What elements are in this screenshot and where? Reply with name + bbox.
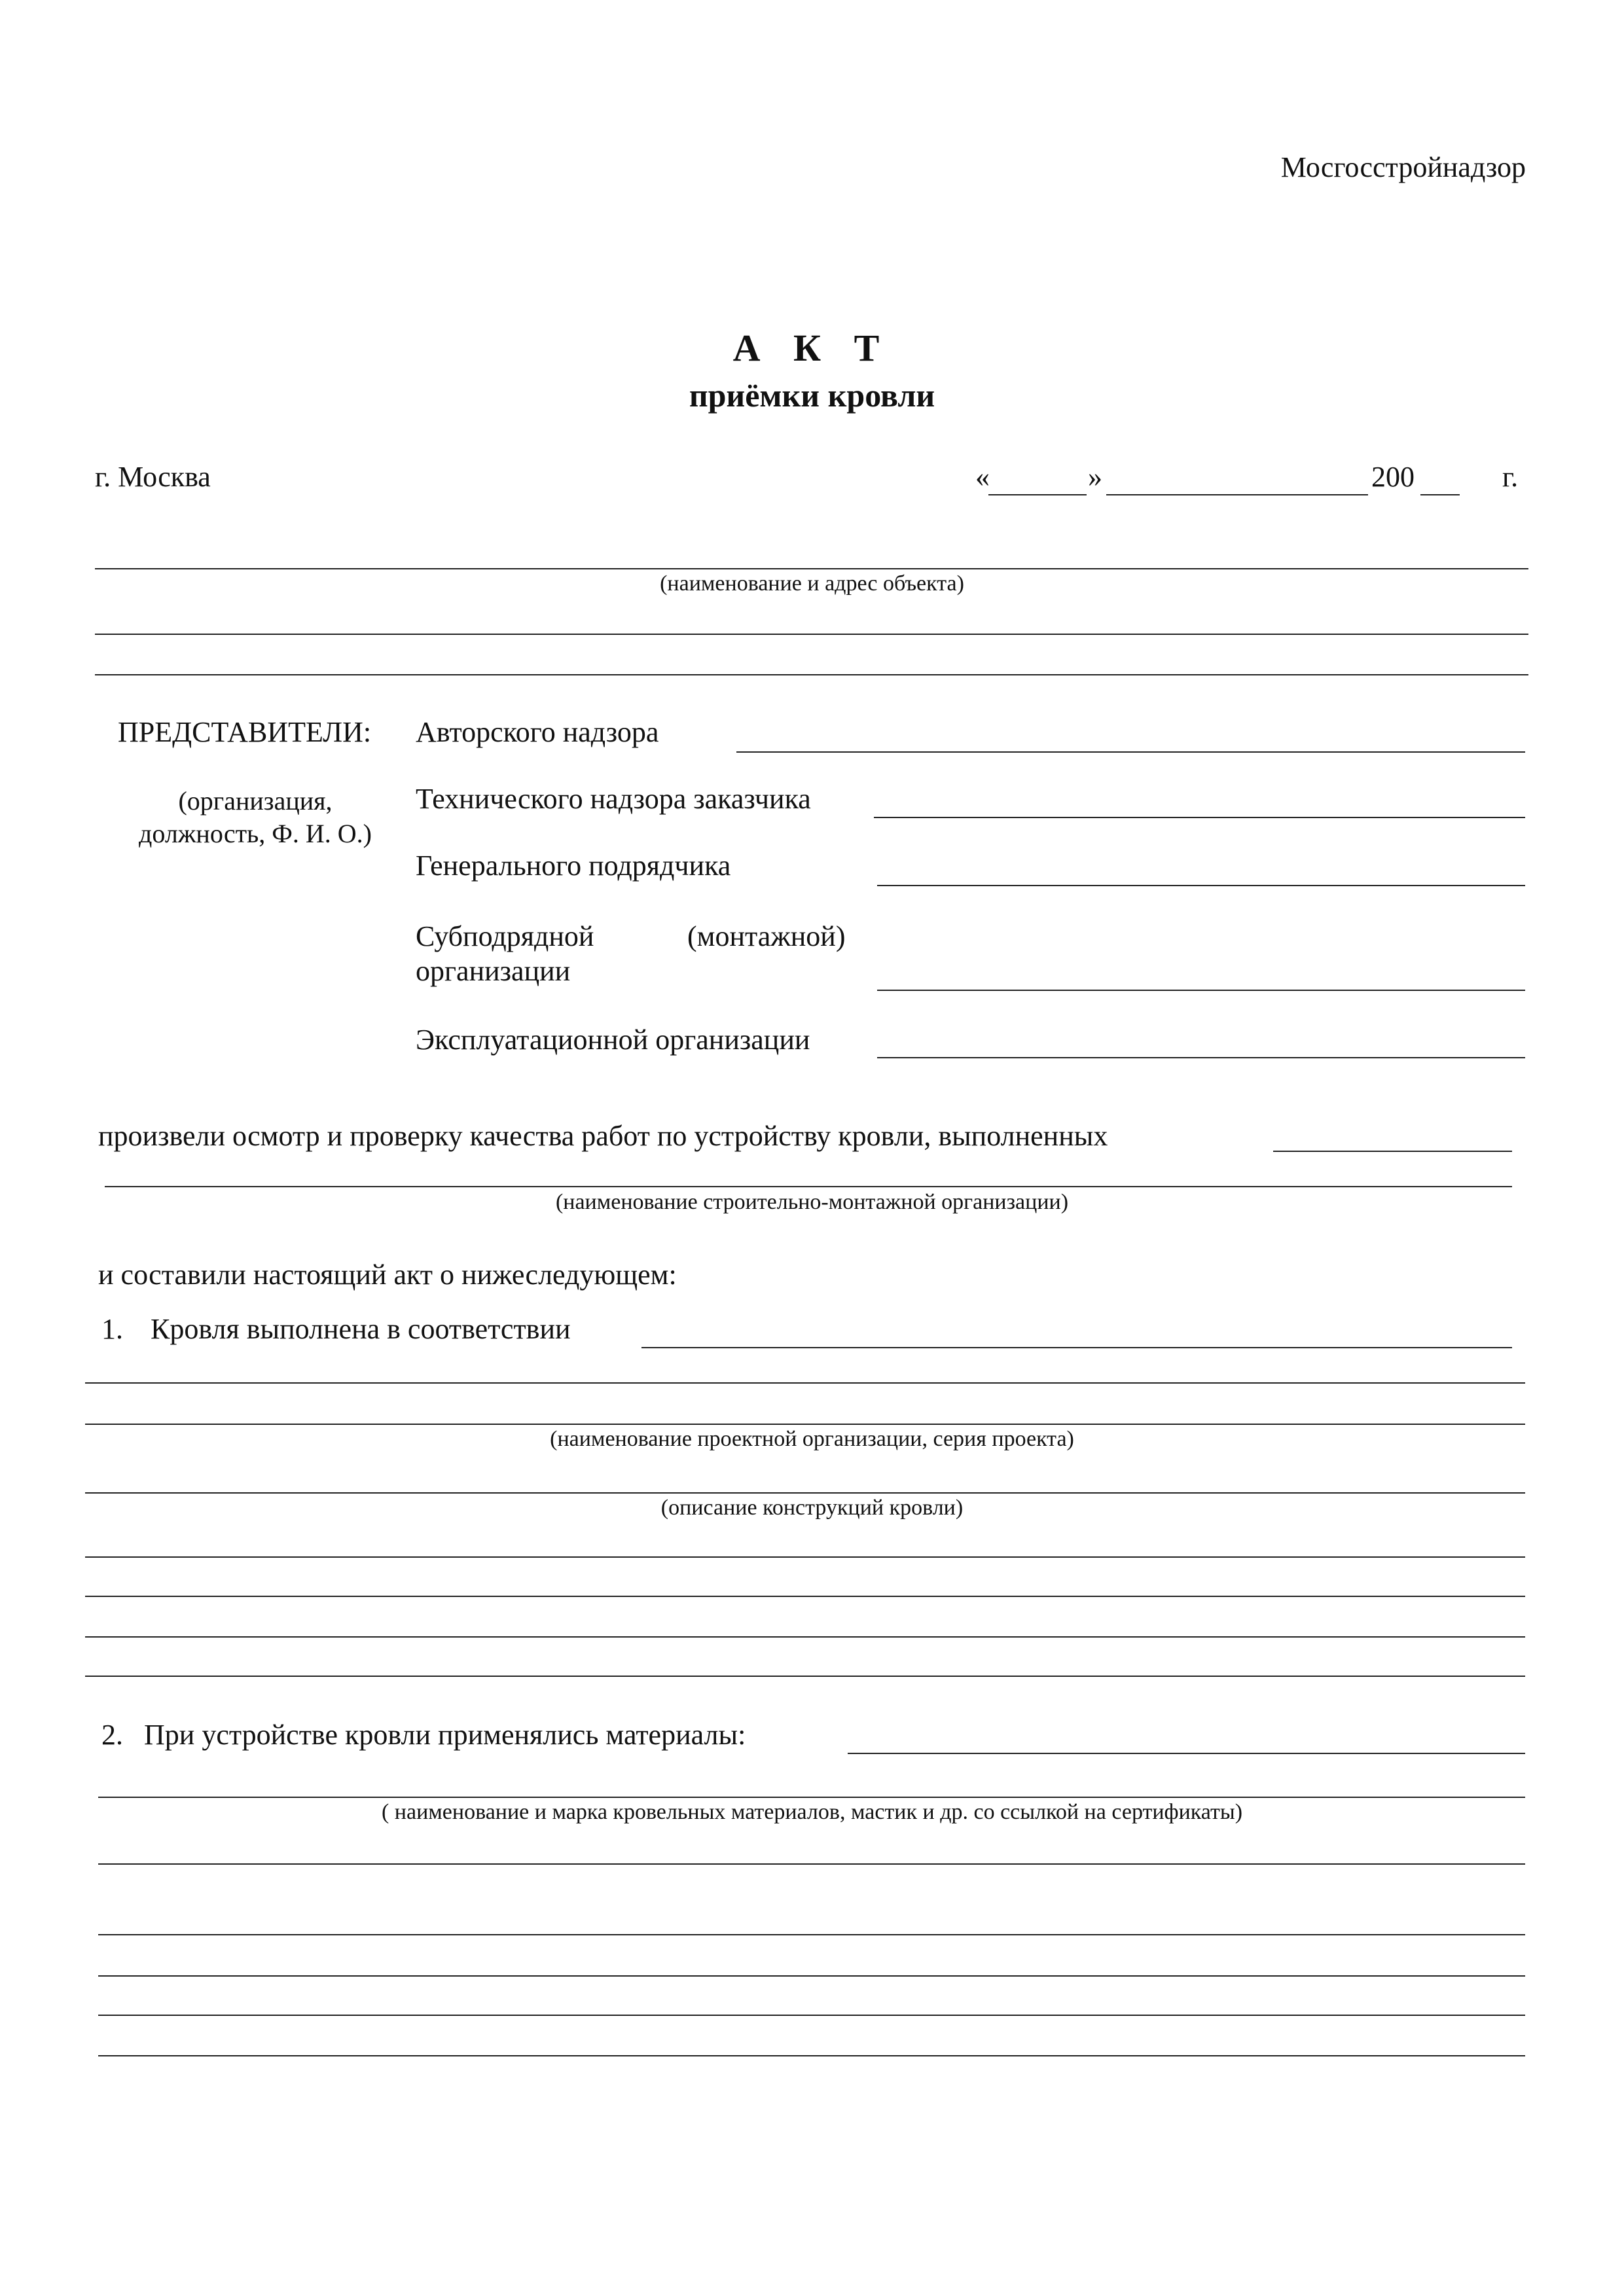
day-field-line[interactable] xyxy=(988,494,1087,495)
object-line-1[interactable] xyxy=(95,568,1528,569)
rep-technical-supervision-line[interactable] xyxy=(874,817,1525,818)
month-field-line[interactable] xyxy=(1106,494,1368,495)
item2-line-1[interactable] xyxy=(848,1753,1525,1754)
item2-text: При устройстве кровли применялись материалы: xyxy=(144,1719,746,1751)
item1-text: Кровля выполнена в соответствии xyxy=(151,1313,571,1345)
rep-operating-organization: Эксплуатационной организации xyxy=(416,1024,810,1056)
item2-line-5[interactable] xyxy=(98,1975,1525,1977)
item2-line-4[interactable] xyxy=(98,1934,1525,1935)
inspection-caption: (наименование строительно-монтажной организации) xyxy=(555,1190,1069,1214)
object-line-2[interactable] xyxy=(95,634,1528,635)
agency-name: Мосгосстройнадзор xyxy=(1280,151,1526,183)
item1-line-7[interactable] xyxy=(85,1636,1525,1638)
item2-caption: ( наименование и марка кровельных материалов, мастик и др. со ссылкой на сертификаты) xyxy=(381,1800,1243,1824)
rep-general-contractor: Генерального подрядчика xyxy=(416,850,731,882)
item1-project-caption: (наименование проектной организации, серия проекта) xyxy=(550,1427,1074,1451)
inspection-org-line-1[interactable] xyxy=(1273,1151,1512,1152)
year-suffix: г. xyxy=(1502,461,1519,493)
object-caption: (наименование и адрес объекта) xyxy=(660,571,964,596)
representatives-note-1: (организация, xyxy=(178,786,333,816)
rep-subcontractor-word3: организации xyxy=(416,955,571,987)
item1-number: 1. xyxy=(101,1313,123,1345)
item1-line-3[interactable] xyxy=(85,1424,1525,1425)
item2-line-3[interactable] xyxy=(98,1863,1525,1865)
document-title: А К Т xyxy=(732,327,892,369)
year-field-line[interactable] xyxy=(1420,494,1460,495)
rep-author-supervision: Авторского надзора xyxy=(416,716,659,748)
document-subtitle: приёмки кровли xyxy=(689,377,935,414)
rep-general-contractor-line[interactable] xyxy=(877,885,1525,886)
object-line-3[interactable] xyxy=(95,674,1528,675)
item2-line-2[interactable] xyxy=(98,1797,1525,1798)
rep-operating-organization-line[interactable] xyxy=(877,1057,1525,1058)
rep-subcontractor-word1: Субподрядной xyxy=(416,920,594,952)
item1-line-2[interactable] xyxy=(85,1382,1525,1384)
item1-line-8[interactable] xyxy=(85,1676,1525,1677)
year-prefix: 200 xyxy=(1371,461,1415,493)
rep-subcontractor-line[interactable] xyxy=(877,990,1525,991)
item1-description-caption: (описание конструкций кровли) xyxy=(660,1496,964,1520)
inspection-text: произвели осмотр и проверку качества работ по устройству кровли, выполненных xyxy=(98,1120,1108,1152)
inspection-org-line-2[interactable] xyxy=(105,1186,1512,1187)
date-close-quote: » xyxy=(1088,461,1102,493)
representatives-note-2: должность, Ф. И. О.) xyxy=(139,819,372,848)
item1-line-5[interactable] xyxy=(85,1556,1525,1558)
rep-technical-supervision: Технического надзора заказчика xyxy=(416,783,811,815)
item2-line-7[interactable] xyxy=(98,2055,1525,2056)
rep-subcontractor-word2: (монтажной) xyxy=(687,920,846,952)
representatives-label: ПРЕДСТАВИТЕЛИ: xyxy=(118,716,372,748)
item1-line-6[interactable] xyxy=(85,1596,1525,1597)
conclusion-intro: и составили настоящий акт о нижеследующем: xyxy=(98,1259,677,1291)
item1-line-1[interactable] xyxy=(641,1347,1512,1348)
item1-line-4[interactable] xyxy=(85,1492,1525,1494)
item2-number: 2. xyxy=(101,1719,123,1751)
item2-line-6[interactable] xyxy=(98,2015,1525,2016)
rep-author-supervision-line[interactable] xyxy=(736,751,1525,753)
date-open-quote: « xyxy=(975,461,990,493)
city-label: г. Москва xyxy=(95,461,211,493)
